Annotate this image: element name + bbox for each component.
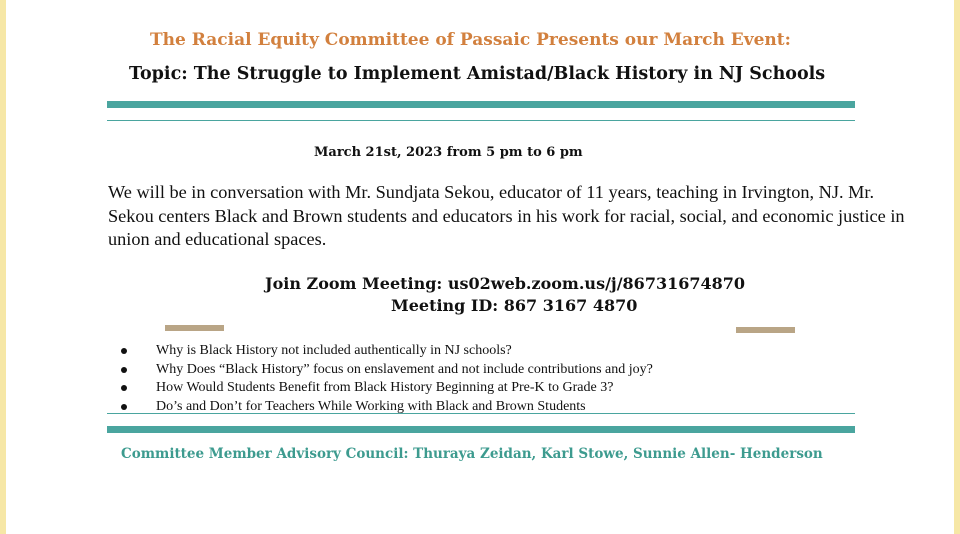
meeting-id: Meeting ID: 867 3167 4870 [391,296,638,315]
bullet-icon [121,367,127,373]
question-text: Why Does “Black History” focus on enslavement and not include contributions and joy? [156,361,653,377]
event-title: The Racial Equity Committee of Passaic Presents our March Event: [150,30,791,50]
zoom-link[interactable]: Join Zoom Meeting: us02web.zoom.us/j/86731674870 [265,274,746,293]
accent-bar-right [736,327,795,333]
question-list [118,342,653,416]
list-item [118,342,653,361]
bullet-icon [121,404,127,410]
frame-border-left [0,0,6,534]
event-topic: Topic: The Struggle to Implement Amistad/Black History in NJ Schools [129,64,826,84]
divider-thick-top [107,101,855,108]
advisory-council: Committee Member Advisory Council: Thuraya Zeidan, Karl Stowe, Sunnie Allen- Henderson [121,446,823,462]
divider-thin-bottom [107,413,855,414]
bullet-icon [121,385,127,391]
divider-thin-top [107,120,855,121]
divider-thick-bottom [107,426,855,433]
list-item [118,379,653,398]
event-date: March 21st, 2023 from 5 pm to 6 pm [314,145,583,160]
list-item [118,361,653,380]
event-description: We will be in conversation with Mr. Sundjata Sekou, educator of 11 years, teaching in Irvington, NJ. Mr. Sekou centers Black and Brown students and educators in his work for racial, social, and economic justice in union and educational spaces. [108,182,905,249]
question-text: How Would Students Benefit from Black History Beginning at Pre-K to Grade 3? [156,380,614,395]
frame-border-right [954,0,960,534]
question-text: Why is Black History not included authentically in NJ schools? [156,343,512,358]
bullet-icon [121,348,127,354]
accent-bar-left [165,325,224,331]
question-text: Do’s and Don’t for Teachers While Working with Black and Brown Students [156,398,586,414]
